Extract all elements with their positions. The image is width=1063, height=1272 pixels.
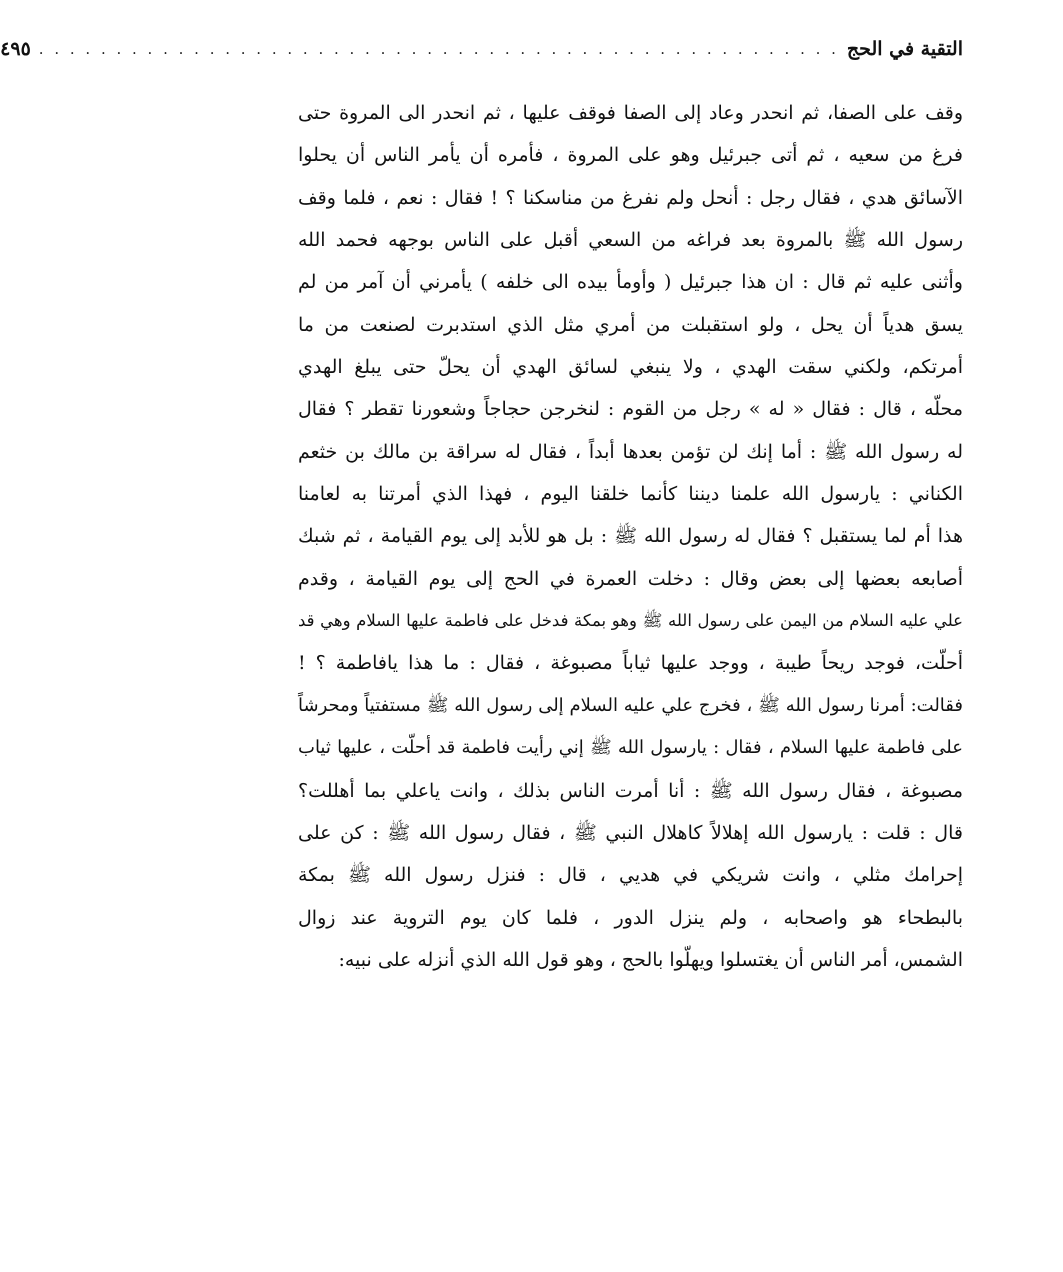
running-title: التقية في الحج [846,38,963,60]
text-line: وقف على الصفا، ثم انحدر وعاد إلى الصفا فوقف عليها ، ثم انحدر الى المروة حتى [298,102,963,124]
text-line: يسق هدياً أن يحل ، ولو استقبلت من أمري مثل الذي استدبرت لصنعت من ما [298,313,963,336]
text-line: مصبوغة ، فقال رسول الله ﷺ : أنا أمرت الناس بذلك ، وانت ياعلي بما أهللت؟ [298,779,963,802]
text-line: له رسول الله ﷺ : أما إنك لن تؤمن بعدها أبداً ، فقال له سراقة بن مالك بن خثعم [298,440,963,463]
text-line: الآسائق هدي ، فقال رجل : أنحل ولم نفرغ من مناسكنا ؟ ! فقال : نعم ، فلما وقف [298,186,963,209]
text-line: وأثنى عليه ثم قال : ان هذا جبرئيل ( وأومأ بيده الى خلفه ) يأمرني أن آمر من لم [298,271,963,294]
body-text [298,92,963,981]
text-line: قال : قلت : يارسول الله إهلالاً كاهلال النبي ﷺ ، فقال رسول الله ﷺ : كن على [298,821,963,844]
leader-dots: . . . . . . . . . . . . . . . . . . . . . . . . . . . . . . . . . . . . . . . . . . . . . . . . . . . . [38,40,839,58]
text-line: الكناني : يارسول الله علمنا ديننا كأنما خلقنا اليوم ، فهذا الذي أمرتنا به لعامنا [298,483,963,506]
page-number: ٤٩٥ [0,38,31,60]
text-line: الشمس، أمر الناس أن يغتسلوا ويهلّوا بالحج ، وهو قول الله الذي أنزله على نبيه: [338,948,963,971]
text-line: فقالت: أمرنا رسول الله ﷺ ، فخرج علي عليه السلام إلى رسول الله ﷺ مستفتياً ومحرشاً [298,694,963,716]
text-line: أحلّت، فوجد ريحاً طيبة ، ووجد عليها ثياباً مصبوغة ، فقال : ما هذا يافاطمة ؟ ! [298,652,963,675]
text-line: علي عليه السلام من اليمن على رسول الله ﷺ وهو بمكة فدخل على فاطمة عليها السلام وهي قد [298,611,963,631]
text-line: إحرامك مثلي ، وانت شريكي في هديي ، قال : فنزل رسول الله ﷺ بمكة [298,864,963,887]
text-line: محلّه ، قال : فقال « له » رجل من القوم : لنخرجن حجاجاً وشعورنا تقطر ؟ فقال [298,398,963,421]
text-line: هذا أم لما يستقبل ؟ فقال له رسول الله ﷺ : بل هو للأبد إلى يوم القيامة ، ثم شبك [298,525,963,548]
running-header [0,32,963,66]
text-line: على فاطمة عليها السلام ، فقال : يارسول الله ﷺ إني رأيت فاطمة قد أحلّت ، عليها ثياب [298,737,963,759]
text-line: بالبطحاء هو واصحابه ، ولم ينزل الدور ، فلما كان يوم التروية عند زوال [298,906,963,929]
text-line: فرغ من سعيه ، ثم أتى جبرئيل وهو على المروة ، فأمره أن يأمر الناس أن يحلوا [298,144,963,167]
text-line: أصابعه بعضها إلى بعض وقال : دخلت العمرة في الحج إلى يوم القيامة ، وقدم [298,567,963,590]
text-line: أمرتكم، ولكني سقت الهدي ، ولا ينبغي لسائق الهدي أن يحلّ حتى يبلغ الهدي [298,356,963,379]
text-line: رسول الله ﷺ بالمروة بعد فراغه من السعي أقبل على الناس بوجهه فحمد الله [298,229,963,252]
